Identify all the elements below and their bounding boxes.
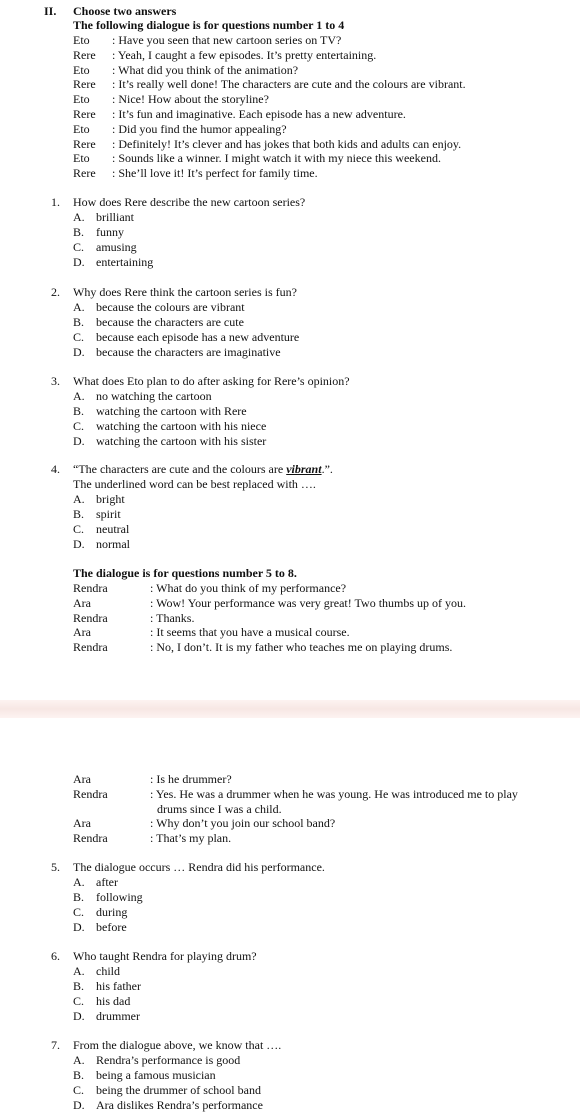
dialogue-speaker: Rere bbox=[73, 166, 96, 181]
option-letter: A. bbox=[73, 210, 85, 224]
question-number: 5. bbox=[51, 860, 60, 874]
option-letter: C. bbox=[73, 994, 85, 1008]
dialogue-line: : What did you think of the animation? bbox=[112, 62, 299, 77]
dialogue-speaker: Rere bbox=[73, 77, 96, 92]
option-text: funny bbox=[96, 225, 124, 239]
question-number: 7. bbox=[51, 1038, 60, 1052]
option-letter: C. bbox=[73, 1083, 85, 1097]
dialogue-speaker: Rendra bbox=[73, 787, 108, 801]
option-letter: B. bbox=[73, 404, 85, 418]
dialogue-speaker: Rendra bbox=[73, 581, 108, 595]
dialogue-line: : Nice! How about the storyline? bbox=[112, 92, 269, 107]
dialogue-line: : Yeah, I caught a few episodes. It’s pretty entertaining. bbox=[112, 47, 377, 62]
question-stem: Why does Rere think the cartoon series is fun? bbox=[73, 285, 297, 299]
option-text: his dad bbox=[96, 994, 131, 1008]
option-text: amusing bbox=[96, 240, 137, 254]
page-2 bbox=[0, 718, 580, 1117]
dialogue-line: : It’s fun and imaginative. Each episode has a new adventure. bbox=[112, 107, 406, 121]
option-letter: C. bbox=[73, 522, 85, 536]
option-text: following bbox=[96, 890, 143, 904]
dialogue-line: : Did you find the humor appealing? bbox=[112, 121, 287, 136]
section-number: II. bbox=[44, 4, 57, 18]
dialogue-speaker: Rendra bbox=[73, 610, 108, 625]
question-number: 1. bbox=[51, 195, 60, 209]
question-number: 4. bbox=[51, 462, 60, 476]
dialogue-line: : It seems that you have a musical course. bbox=[150, 625, 350, 640]
option-text: Rendra’s performance is good bbox=[96, 1053, 241, 1067]
option-letter: D. bbox=[73, 920, 85, 934]
dialogue-line: : That’s my plan. bbox=[150, 831, 232, 845]
option-letter: D. bbox=[73, 345, 85, 359]
dialogue-speaker: Rendra bbox=[73, 640, 108, 655]
option-text: watching the cartoon with his sister bbox=[96, 434, 267, 448]
option-letter: C. bbox=[73, 905, 85, 919]
dialogue-line: : Wow! Your performance was very great! Two thumbs up of you. bbox=[150, 595, 467, 610]
dialogue-line-continued: drums since I was a child. bbox=[157, 801, 282, 816]
option-letter: B. bbox=[73, 225, 85, 239]
option-letter: A. bbox=[73, 389, 85, 403]
option-letter: C. bbox=[73, 330, 85, 344]
option-text: being the drummer of school band bbox=[96, 1083, 261, 1097]
option-letter: B. bbox=[73, 315, 85, 329]
option-letter: A. bbox=[73, 300, 85, 314]
dialogue-speaker: Rere bbox=[73, 107, 96, 121]
dialogue-line: : Sounds like a winner. I might watch it with my niece this weekend. bbox=[112, 151, 441, 166]
option-text: child bbox=[96, 964, 120, 978]
option-letter: D. bbox=[73, 1098, 85, 1112]
option-text: spirit bbox=[96, 507, 121, 521]
dialogue-line: : Is he drummer? bbox=[150, 772, 232, 786]
question-stem: “The characters are cute and the colours are vibrant.”. bbox=[73, 462, 333, 476]
option-letter: D. bbox=[73, 255, 85, 269]
dialogue-line: : Definitely! It’s clever and has jokes that both kids and adults can enjoy. bbox=[112, 136, 462, 151]
dialogue-speaker: Rere bbox=[73, 47, 96, 62]
question-number: 6. bbox=[51, 949, 60, 963]
option-text: watching the cartoon with Rere bbox=[96, 404, 247, 418]
option-text: because each episode has a new adventure bbox=[96, 330, 300, 344]
dialogue-speaker: Eto bbox=[73, 151, 90, 166]
dialogue-speaker: Rendra bbox=[73, 831, 108, 845]
option-text: because the characters are cute bbox=[96, 315, 244, 329]
option-text: during bbox=[96, 905, 128, 919]
dialogue-speaker: Eto bbox=[73, 33, 90, 47]
option-text: being a famous musician bbox=[96, 1068, 216, 1082]
option-text: no watching the cartoon bbox=[96, 389, 212, 403]
option-text: before bbox=[96, 920, 127, 934]
option-letter: B. bbox=[73, 507, 85, 521]
option-letter: C. bbox=[73, 419, 85, 433]
dialogue-line: : It’s really well done! The characters are cute and the colours are vibrant. bbox=[112, 77, 466, 92]
dialogue-speaker: Ara bbox=[73, 625, 91, 640]
option-text: after bbox=[96, 875, 118, 889]
question-stem: How does Rere describe the new cartoon series? bbox=[73, 195, 306, 209]
question-stem: What does Eto plan to do after asking for Rere’s opinion? bbox=[73, 374, 350, 388]
option-text: because the characters are imaginative bbox=[96, 345, 281, 359]
dialogue-line: : She’ll love it! It’s perfect for family time. bbox=[112, 166, 318, 181]
question-stem: From the dialogue above, we know that …. bbox=[73, 1038, 282, 1052]
option-letter: D. bbox=[73, 537, 85, 551]
dialogue-speaker: Eto bbox=[73, 92, 90, 107]
option-text: drummer bbox=[96, 1009, 140, 1023]
option-letter: C. bbox=[73, 240, 85, 254]
dialogue-line: : Why don’t you join our school band? bbox=[150, 816, 336, 830]
option-letter: A. bbox=[73, 964, 85, 978]
dialogue-line: : Thanks. bbox=[150, 610, 195, 625]
dialogue-line: : Yes. He was a drummer when he was young. He was introduced me to play bbox=[150, 787, 518, 801]
option-text: Ara dislikes Rendra’s performance bbox=[96, 1098, 263, 1112]
section-title: Choose two answers bbox=[73, 4, 177, 18]
dialogue-speaker: Rere bbox=[73, 136, 96, 151]
underlined-word: vibrant bbox=[286, 462, 322, 476]
option-text: entertaining bbox=[96, 255, 154, 269]
question-stem: The dialogue occurs … Rendra did his performance. bbox=[73, 860, 325, 874]
question-stem: Who taught Rendra for playing drum? bbox=[73, 949, 257, 963]
option-text: watching the cartoon with his niece bbox=[96, 419, 267, 433]
question-number: 3. bbox=[51, 374, 60, 388]
option-letter: B. bbox=[73, 1068, 85, 1082]
dialogue-line: : What do you think of my performance? bbox=[150, 581, 347, 595]
option-letter: A. bbox=[73, 492, 85, 506]
option-letter: A. bbox=[73, 1053, 85, 1067]
question-stem-2: The underlined word can be best replaced with …. bbox=[73, 477, 316, 491]
option-letter: D. bbox=[73, 1009, 85, 1023]
option-letter: A. bbox=[73, 875, 85, 889]
question-number: 2. bbox=[51, 285, 60, 299]
dialogue-speaker: Eto bbox=[73, 121, 90, 136]
dialogue-speaker: Eto bbox=[73, 62, 90, 77]
option-text: brilliant bbox=[96, 210, 134, 224]
option-letter: B. bbox=[73, 890, 85, 904]
dialogue-speaker: Ara bbox=[73, 816, 91, 830]
dialogue-speaker: Ara bbox=[73, 595, 91, 610]
option-text: neutral bbox=[96, 522, 130, 536]
dialogue-line: : No, I don’t. It is my father who teaches me on playing drums. bbox=[150, 640, 453, 655]
option-text: bright bbox=[96, 492, 125, 506]
dialogue-intro-2: The dialogue is for questions number 5 to 8. bbox=[73, 566, 297, 580]
option-text: because the colours are vibrant bbox=[96, 300, 245, 314]
dialogue-intro-1: The following dialogue is for questions number 1 to 4 bbox=[73, 18, 345, 32]
page-gap bbox=[0, 700, 580, 718]
option-letter: B. bbox=[73, 979, 85, 993]
dialogue-line: : Have you seen that new cartoon series on TV? bbox=[112, 33, 342, 47]
option-text: his father bbox=[96, 979, 141, 993]
dialogue-speaker: Ara bbox=[73, 772, 91, 786]
option-text: normal bbox=[96, 537, 130, 551]
option-letter: D. bbox=[73, 434, 85, 448]
